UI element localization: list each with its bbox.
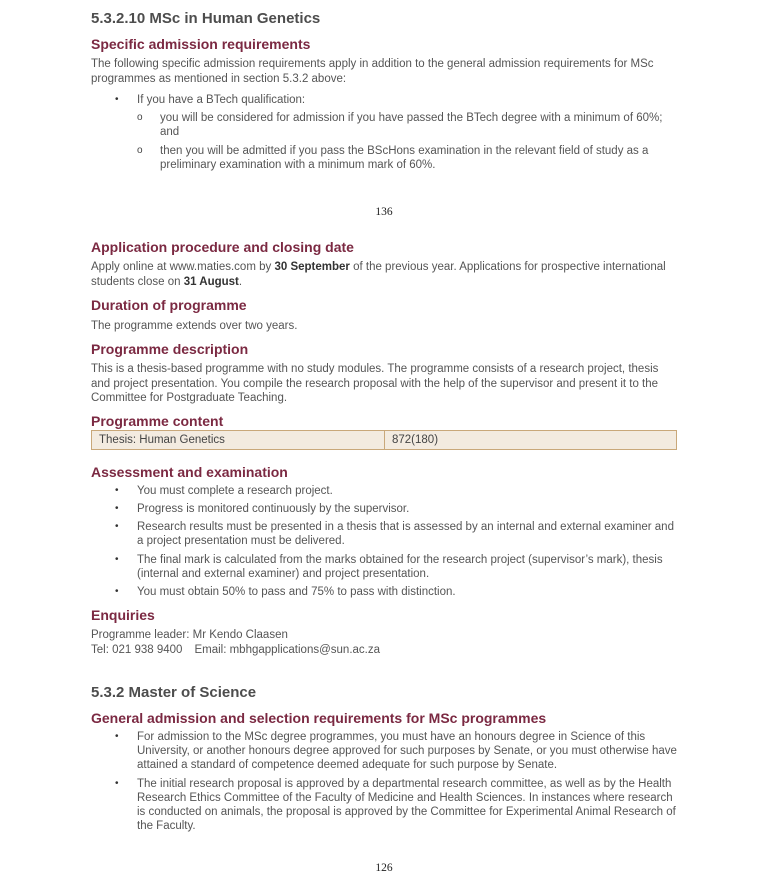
bullet-glyph: • bbox=[115, 586, 119, 597]
enquiries-heading: Enquiries bbox=[91, 607, 155, 623]
bullet-glyph: • bbox=[115, 778, 119, 789]
list-item: • You must complete a research project. bbox=[115, 485, 333, 497]
table-row bbox=[92, 431, 677, 450]
section-heading-msc-human-genetics bbox=[91, 10, 677, 28]
module-code: 872(180) bbox=[385, 431, 677, 450]
duration-text: The programme extends over two years. bbox=[91, 320, 298, 332]
assessment-heading: Assessment and examination bbox=[91, 464, 288, 480]
bullet-glyph: • bbox=[115, 521, 119, 532]
admission-subitems bbox=[91, 111, 677, 172]
closing-date-international: 31 August bbox=[183, 275, 239, 288]
general-admission-heading: General admission and selection requirements for MSc programmes bbox=[91, 710, 547, 726]
section-title-master-of-science: 5.3.2 Master of Science bbox=[91, 684, 257, 701]
admission-bullets bbox=[91, 93, 677, 107]
general-admission-list bbox=[91, 730, 677, 833]
closing-date-local: 30 September bbox=[274, 261, 350, 273]
page-number-bottom: 126 bbox=[375, 862, 393, 874]
enquiries-tel: Tel: 021 938 9400 bbox=[91, 643, 183, 656]
bullet-glyph: • bbox=[115, 731, 119, 742]
list-item: • Research results must be presented in a thesis that is assessed by an internal and external examiner and a project presentation must be delivered. bbox=[115, 521, 674, 547]
programme-content-table bbox=[91, 430, 677, 450]
list-item: o then you will be admitted if you pass the BScHons examination in the relevant field of study as a preliminary examination with a minimum mark of 60%. bbox=[137, 145, 649, 171]
application-text: Apply online at www.maties.com by 30 September of the previous year. Applications for prospective international students close on 31 August. bbox=[91, 261, 666, 288]
enquiries-leader: Programme leader: Mr Kendo Claasen bbox=[91, 629, 288, 641]
assessment-list bbox=[91, 484, 677, 599]
admission-block bbox=[91, 36, 677, 53]
list-item: • You must obtain 50% to pass and 75% to pass with distinction. bbox=[115, 586, 456, 598]
module-name: Thesis: Human Genetics bbox=[92, 431, 385, 450]
description-heading: Programme description bbox=[91, 341, 249, 357]
page-number-top: 136 bbox=[375, 206, 393, 218]
list-item: • The initial research proposal is approved by a departmental research committee, as well as by the Health Research Ethics Committee of the Faculty of Medicine and Health Sciences. In instances where research is conducted on animals, the proposal is approved by the Committee for Experimental Animal Research of the Faculty. bbox=[115, 778, 676, 832]
admission-intro: The following specific admission requirements apply in addition to the general admission requirements for MSc programmes as mentioned in section 5.3.2 above: bbox=[91, 58, 654, 85]
enquiries-email[interactable]: Email: mbhgapplications@sun.ac.za bbox=[194, 643, 380, 656]
application-heading: Application procedure and closing date bbox=[91, 239, 354, 255]
section-title: 5.3.2.10 MSc in Human Genetics bbox=[91, 10, 321, 27]
subbullet-glyph: o bbox=[137, 112, 143, 123]
admission-heading: Specific admission requirements bbox=[91, 36, 311, 52]
list-item: • Progress is monitored continuously by the supervisor. bbox=[115, 503, 410, 515]
list-item: • If you have a BTech qualification: bbox=[115, 94, 306, 106]
bullet-glyph: • bbox=[115, 485, 119, 496]
list-item: • For admission to the MSc degree programmes, you must have an honours degree in Science of this University, or another honours degree approved for such purposes by Senate, or you must otherwise have attained a standard of competence deemed adequate for such purpose by Senate. bbox=[115, 731, 677, 771]
content-heading: Programme content bbox=[91, 413, 224, 429]
duration-heading: Duration of programme bbox=[91, 297, 247, 313]
list-item: • The final mark is calculated from the marks obtained for the research project (supervisor’s mark), thesis (internal and external examiner) and project presentation. bbox=[115, 554, 663, 580]
bullet-glyph: • bbox=[115, 94, 119, 105]
description-text: This is a thesis-based programme with no study modules. The programme consists of a research project, thesis and project presentation. You compile the research proposal with the help of the supervisor and present it to the Committee for Postgraduate Teaching. bbox=[91, 363, 659, 404]
list-item: o you will be considered for admission if you have passed the BTech degree with a minimum of 60%; and bbox=[137, 112, 663, 138]
bullet-glyph: • bbox=[115, 554, 119, 565]
bullet-glyph: • bbox=[115, 503, 119, 514]
enquiries-contact bbox=[91, 643, 677, 658]
subbullet-glyph: o bbox=[137, 145, 143, 156]
